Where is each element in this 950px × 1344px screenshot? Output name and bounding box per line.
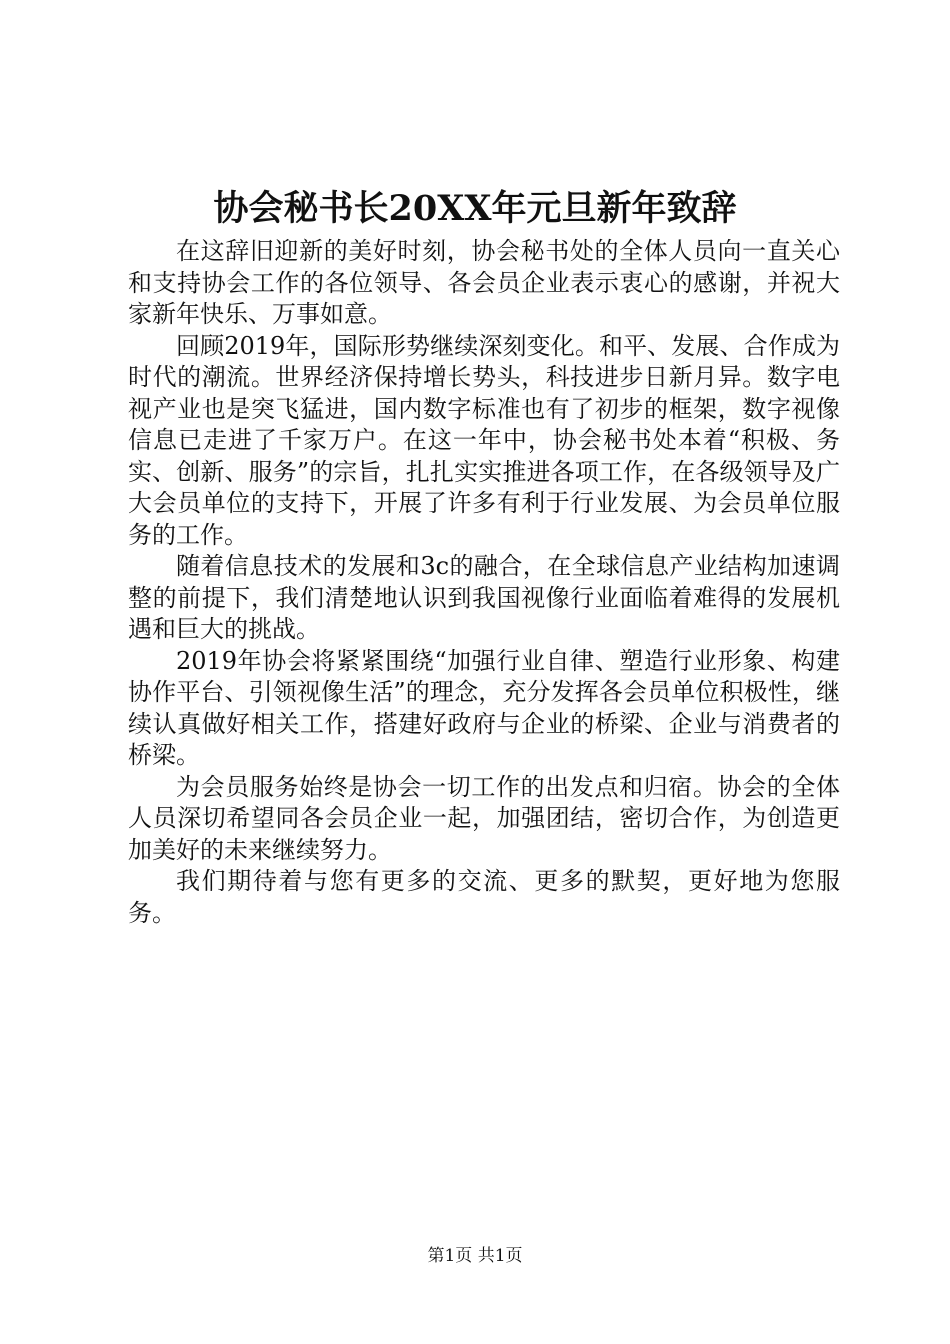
document-title: 协会秘书长20XX年元旦新年致辞 — [213, 188, 737, 229]
page-footer: 第1页 共1页 — [427, 1246, 523, 1266]
document-body — [128, 236, 840, 929]
paragraph-opportunity: 随着信息技术的发展和3c的融合，在全球信息产业结构加速调整的前提下，我们清楚地认识到我国视像行业面临着难得的发展机遇和巨大的挑战。 — [128, 552, 840, 643]
paragraph-service: 为会员服务始终是协会一切工作的出发点和归宿。协会的全体人员深切希望同各会员企业一起，加强团结，密切合作，为创造更加美好的未来继续努力。 — [128, 772, 840, 864]
paragraph-greeting: 在这辞旧迎新的美好时刻，协会秘书处的全体人员向一直关心和支持协会工作的各位领导、各会员企业表示衷心的感谢，并祝大家新年快乐、万事如意。 — [128, 237, 840, 328]
paragraph-plan: 2019年协会将紧紧围绕“加强行业自律、塑造行业形象、构建协作平台、引领视像生活”的理念，充分发挥各会员单位积极性，继续认真做好相关工作，搭建好政府与企业的桥梁、企业与消费者的桥梁。 — [128, 646, 840, 769]
paragraph-review: 回顾2019年，国际形势继续深刻变化。和平、发展、合作成为时代的潮流。世界经济保持增长势头，科技进步日新月异。数字电视产业也是突飞猛进，国内数字标准也有了初步的框架，数字视像信息已走进了千家万户。在这一年中，协会秘书处本着“积极、务实、创新、服务”的宗旨，扎扎实实推进各项工作，在各级领导及广大会员单位的支持下，开展了许多有利于行业发展、为会员单位服务的工作。 — [128, 331, 840, 549]
paragraph-closing: 我们期待着与您有更多的交流、更多的默契，更好地为您服务。 — [128, 867, 840, 927]
